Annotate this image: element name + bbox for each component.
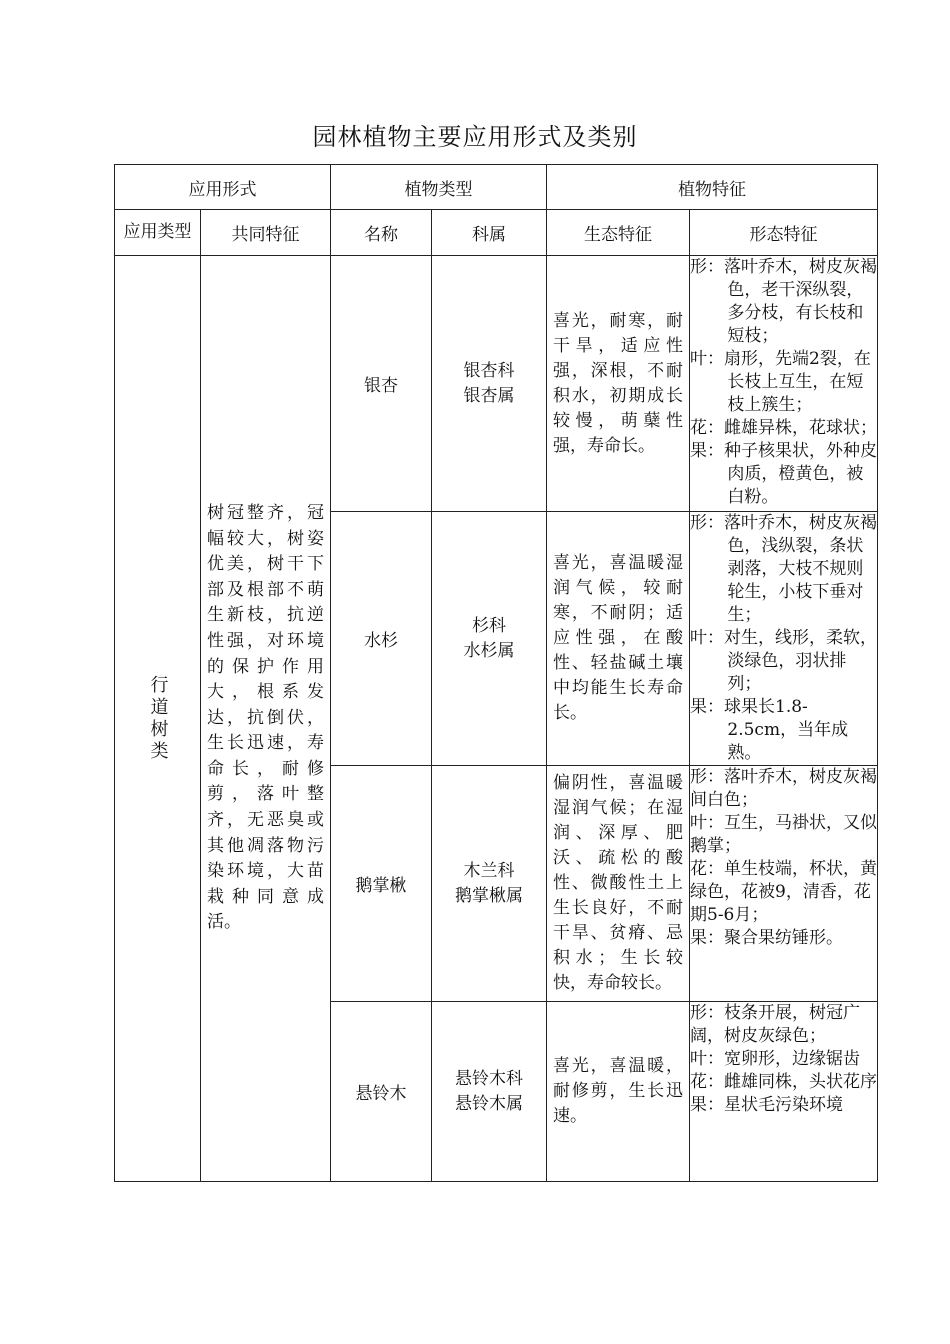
eco-feature: 喜光，喜温暖湿润气候，较耐寒，不耐阴；适应性强，在酸性、轻盐碱土壤中均能生长寿命长。 [553,553,683,723]
morph-line: 果：聚合果纺锤形。 [690,928,843,948]
column-header-row [115,210,878,256]
header-family: 科属 [432,210,547,256]
plant-name: 鹅掌楸 [331,766,432,1002]
morph-line: 形：落叶乔木，树皮灰褐间白色； [690,767,877,810]
family-name: 悬铃木科 [455,1068,523,1089]
eco-cell [547,256,690,512]
header-app-type [115,210,201,256]
morph-line: 叶：互生，马褂状，又似鹅掌； [690,813,877,856]
common-feature: 树冠整齐，冠幅较大，树姿优美，树干下部及根部不萌生新枝，抗逆性强，对环境的保护作用大，根系发达，抗倒伏，生长迅速，寿命长，耐修剪，落叶整齐，无恶臭或其他凋落物污染环境，大苗栽种同意成活。 [207,502,324,933]
plant-family [432,512,547,766]
morph-line: 果：球果长1.8-2.5cm，当年成熟。 [690,697,849,763]
eco-feature: 偏阴性，喜温暖湿润气候；在湿润、深厚、肥沃、疏松的酸性、微酸性土上生长良好，不耐干旱、贫瘠、忌积水；生长较快，寿命较长。 [553,773,683,993]
genus-name: 悬铃木属 [455,1093,523,1114]
morph-line: 花：雌雄异株，花球状； [690,418,877,438]
family-name: 杉科 [472,615,506,636]
category-type: 行道树类 [147,674,169,763]
family-name: 银杏科 [463,360,515,381]
family-name: 木兰科 [463,860,515,881]
morph-cell [690,512,878,766]
plant-name: 银杏 [331,256,432,512]
header-common: 共同特征 [201,210,331,256]
morph-line: 形：枝条开展，树冠广阔，树皮灰绿色； [690,1003,860,1046]
genus-name: 鹅掌楸属 [455,885,523,906]
header-plant-type: 植物类型 [331,165,547,210]
eco-cell [547,1002,690,1182]
genus-name: 银杏属 [463,385,515,406]
header-app-form: 应用形式 [115,165,331,210]
plant-table [114,164,878,1182]
morph-line: 叶：宽卵形，边缘锯齿 [690,1049,860,1069]
morph-line: 叶：对生，线形，柔软，淡绿色，羽状排列； [690,628,877,694]
eco-feature: 喜光，喜温暖，耐修剪，生长迅速。 [553,1056,683,1126]
plant-family [432,1002,547,1182]
morph-line: 形：落叶乔木，树皮灰褐色，老干深纵裂，多分枝，有长枝和短枝； [690,257,877,346]
morph-line: 花：单生枝端，杯状，黄绿色，花被9，清香，花期5-6月； [690,859,877,925]
common-feature-cell [201,256,331,1182]
plant-family [432,256,547,512]
header-name: 名称 [331,210,432,256]
morph-line: 形：落叶乔木，树皮灰褐色，浅纵裂，条状剥落，大枝不规则轮生，小枝下垂对生； [690,513,877,625]
morph-cell [690,1002,878,1182]
group-header-row [115,165,878,210]
plant-family [432,766,547,1002]
morph-cell [690,766,878,1002]
eco-feature: 喜光，耐寒，耐干旱，适应性强，深根，不耐积水，初期成长较慢，萌蘖性强，寿命长。 [553,310,683,456]
morph-cell [690,256,878,512]
morph-line: 花：雌雄同株，头状花序 [690,1072,877,1092]
header-plant-feature: 植物特征 [547,165,878,210]
morph-line: 叶：扇形，先端2裂，在长枝上互生，在短枝上簇生； [690,349,871,415]
header-morph: 形态特征 [690,210,878,256]
page-title: 园林植物主要应用形式及类别 [312,123,638,151]
genus-name: 水杉属 [463,640,515,661]
category-type-cell [115,256,201,1182]
header-app-type-label: 应用类型 [123,222,192,242]
eco-cell [547,512,690,766]
morph-line: 果：星状毛污染环境 [690,1095,843,1115]
table-row [115,256,878,512]
morph-line: 果：种子核果状，外种皮肉质，橙黄色，被白粉。 [690,441,877,507]
plant-name: 水杉 [331,512,432,766]
plant-name: 悬铃木 [331,1002,432,1182]
eco-cell [547,766,690,1002]
header-eco: 生态特征 [547,210,690,256]
